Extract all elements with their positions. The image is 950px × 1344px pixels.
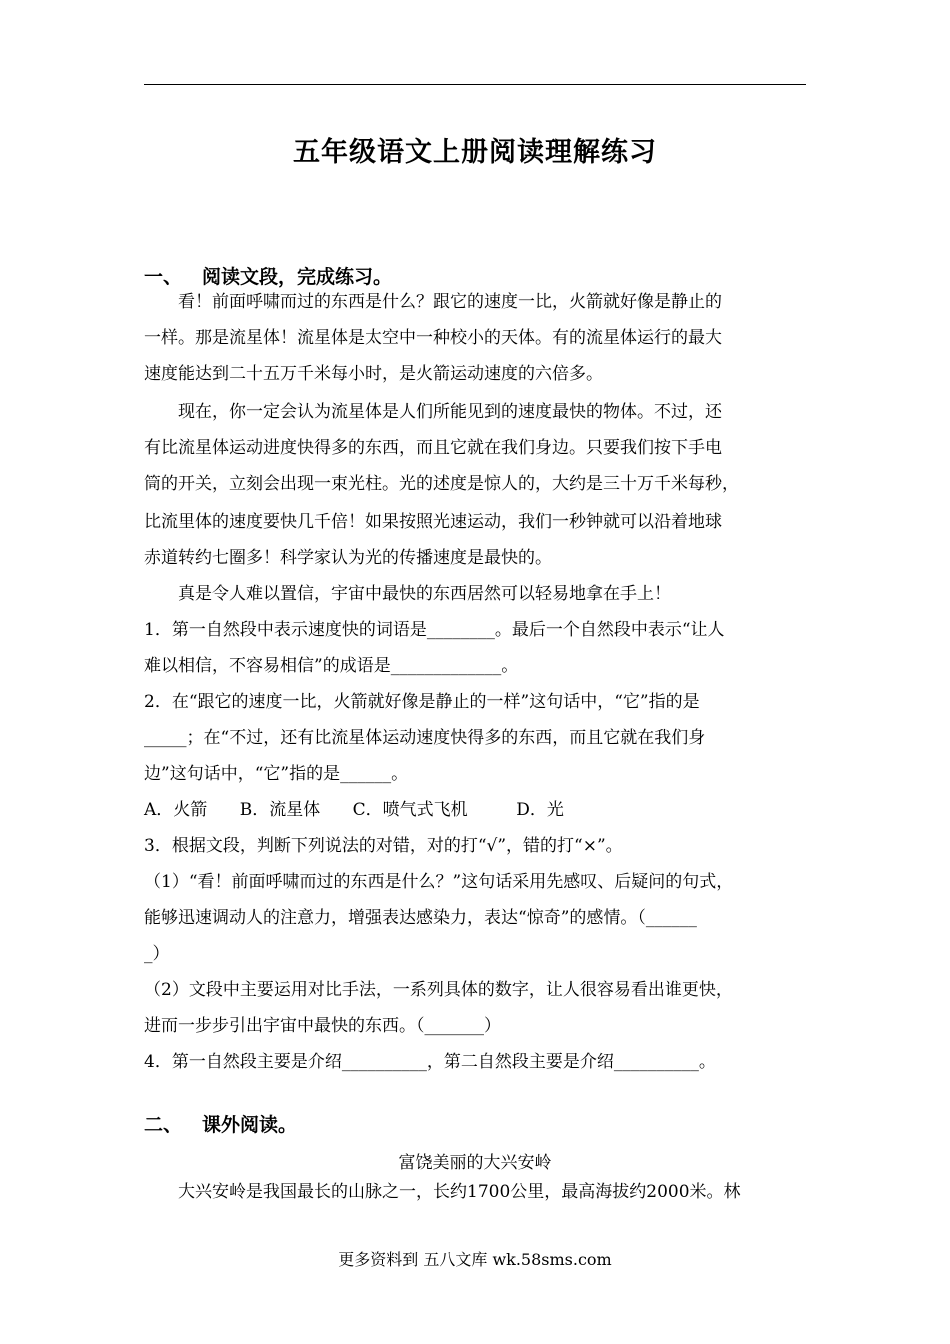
paragraph-line: 看！前面呼啸而过的东西是什么？跟它的速度一比，火箭就好像是静止的 — [178, 292, 722, 312]
question-3-item: 能够迅速调动人的注意力，增强表达感染力，表达“惊奇”的感情。（______ — [144, 908, 697, 928]
paragraph-line: 比流里体的速度要快几千倍！如果按照光速运动，我们一秒钟就可以沿着地球 — [144, 512, 722, 532]
question-2-line: 2．在“跟它的速度一比，火箭就好像是静止的一样”这句话中，“它”指的是 — [144, 692, 700, 712]
section-2-heading — [144, 1110, 297, 1137]
paragraph-line: 大兴安岭是我国最长的山脉之一，长约1700公里，最高海拔约2000米。林 — [178, 1182, 741, 1202]
document-title: 五年级语文上册阅读理解练习 — [293, 137, 657, 168]
question-2-options: A．火箭 B．流星体 C．喷气式飞机 D．光 — [144, 800, 564, 820]
paragraph-line: 有比流星体运动进度快得多的东西，而且它就在我们身边。只要我们按下手电 — [144, 438, 722, 458]
paragraph-line: 筒的开关，立刻会出现一束光柱。光的述度是惊人的，大约是三十万千米每秒， — [144, 474, 739, 494]
section-1-heading — [144, 262, 392, 289]
paragraph-line: 现在，你一定会认为流星体是人们所能见到的速度最快的物体。不过，还 — [178, 402, 722, 422]
paragraph-line: 速度能达到二十五万千米每小时，是火箭运动速度的六倍多。 — [144, 364, 603, 384]
question-1-line: 1．第一自然段中表示速度快的词语是________。最后一个自然段中表示“让人 — [144, 620, 725, 640]
paragraph-line: 一样。那是流星体！流星体是太空中一种校小的天体。有的流星体运行的最大 — [144, 328, 722, 348]
header-rule — [144, 84, 806, 85]
question-3-item: （1）“看！前面呼啸而过的东西是什么？”这句话采用先感叹、后疑问的句式， — [144, 872, 734, 892]
question-3-line: 3．根据文段，判断下列说法的对错，对的打“√”，错的打“×”。 — [144, 836, 623, 856]
question-3-item: 进而一步步引出宇宙中最快的东西。（_______） — [144, 1016, 501, 1036]
question-3-item: （2）文段中主要运用对比手法，一系列具体的数字，让人很容易看出谁更快， — [144, 980, 733, 1000]
question-4-line: 4．第一自然段主要是介绍__________，第二自然段主要是介绍__________。 — [144, 1052, 716, 1072]
section-1-heading-text: 阅读文段，完成练习。 — [202, 266, 393, 288]
question-3-item: _） — [144, 944, 170, 964]
paragraph-line: 真是令人难以置信，宇宙中最快的东西居然可以轻易地拿在手上！ — [178, 584, 671, 604]
question-1-line: 难以相信，不容易相信”的成语是_____________。 — [144, 656, 519, 676]
footer-text: 更多资料到 五八文库 wk.58sms.com — [338, 1250, 612, 1269]
section-1-number: 一、 — [144, 266, 183, 288]
passage-title: 富饶美丽的大兴安岭 — [398, 1153, 552, 1173]
section-2-number: 二、 — [144, 1114, 183, 1136]
question-2-line: _____；在“不过，还有比流星体运动速度快得多的东西，而且它就在我们身 — [144, 728, 706, 748]
question-2-line: 边”这句话中，“它”指的是______。 — [144, 764, 409, 784]
paragraph-line: 赤道转约七圈多！科学家认为光的传播速度是最快的。 — [144, 548, 552, 568]
section-2-heading-text: 课外阅读。 — [202, 1114, 298, 1136]
